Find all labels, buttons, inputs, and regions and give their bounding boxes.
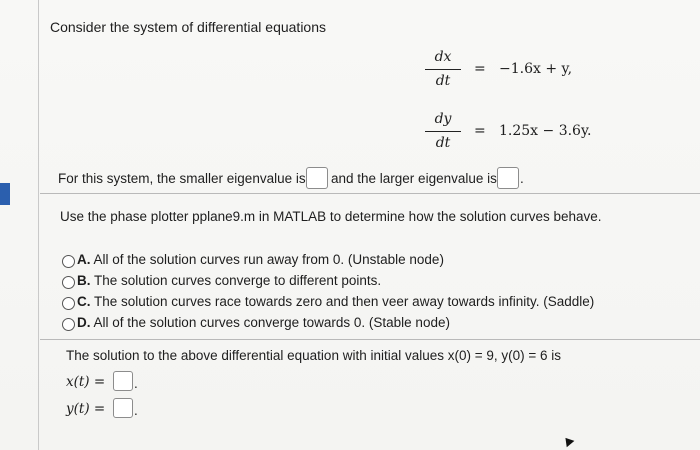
derivative-dy-dt [425, 111, 461, 152]
equals-sign: = [474, 123, 486, 139]
equation-1-rhs: −1.6x + y, [499, 61, 573, 77]
fraction-numerator: dx [434, 49, 452, 65]
equals-sign: = [474, 61, 486, 77]
solution-intro: The solution to the above differential equation with initial values x(0) = 9, y(0) = 6 is [66, 348, 562, 363]
eigen-middle: and the larger eigenvalue is [331, 171, 497, 186]
fraction-bar [425, 69, 461, 70]
radio-b[interactable] [62, 276, 75, 289]
y-solution-suffix: . [134, 403, 138, 418]
eigen-suffix: . [520, 171, 524, 186]
x-solution-suffix: . [134, 376, 138, 391]
option-letter: B. [77, 273, 91, 288]
fraction-denominator: dt [435, 135, 451, 151]
fraction-bar [425, 131, 461, 132]
radio-d[interactable] [62, 318, 75, 331]
current-part-marker [0, 183, 10, 205]
equation-2-rhs: 1.25x − 3.6y. [499, 123, 592, 139]
x-of-t-label: x(t) = [66, 374, 106, 390]
option-text: The solution curves converge to different points. [94, 273, 382, 288]
x-solution-input[interactable] [113, 371, 133, 391]
fraction-numerator: dy [434, 111, 452, 127]
larger-eigenvalue-input[interactable] [497, 167, 519, 189]
y-of-t-label: y(t) = [66, 401, 106, 417]
radio-a[interactable] [62, 255, 75, 268]
section-divider [40, 339, 700, 340]
question-intro: Consider the system of differential equations [50, 19, 327, 35]
option-letter: D. [77, 315, 91, 330]
option-text: The solution curves race towards zero and then veer away towards infinity. (Saddle) [94, 294, 595, 309]
y-solution-input[interactable] [113, 398, 133, 418]
eigen-prefix: For this system, the smaller eigenvalue is [58, 171, 306, 186]
option-text: All of the solution curves converge towards 0. (Stable node) [93, 315, 450, 330]
radio-c[interactable] [62, 297, 75, 310]
option-letter: A. [77, 252, 91, 267]
fraction-denominator: dt [435, 73, 451, 89]
section-divider [40, 193, 700, 194]
smaller-eigenvalue-input[interactable] [306, 167, 328, 189]
phase-instruction: Use the phase plotter pplane9.m in MATLAB to determine how the solution curves behave. [60, 209, 602, 224]
derivative-dx-dt [425, 49, 461, 90]
option-text: All of the solution curves run away from 0. (Unstable node) [93, 252, 444, 267]
option-letter: C. [77, 294, 91, 309]
